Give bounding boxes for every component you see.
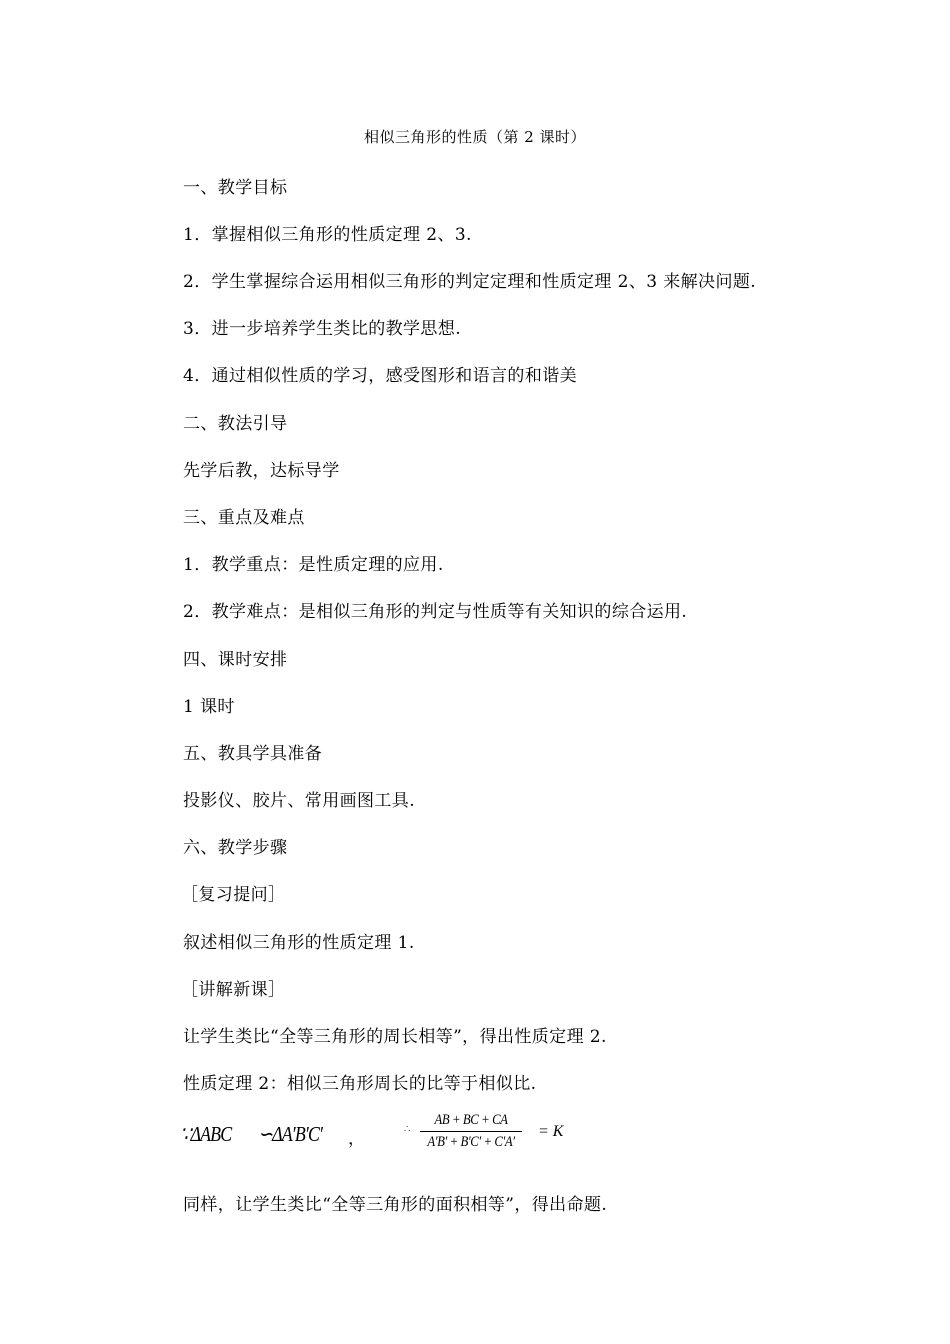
section-heading-objectives: 一、教学目标: [183, 178, 288, 198]
schedule-text: 1 课时: [183, 697, 235, 717]
materials-text: 投影仪、胶片、常用画图工具.: [183, 791, 416, 811]
analogy-text: 让学生类比“全等三角形的周长相等”，得出性质定理 2.: [183, 1027, 607, 1047]
new-lesson-heading: ［讲解新课］: [181, 980, 286, 1000]
objective-item-3: 3．进一步培养学生类比的教学思想.: [183, 319, 462, 339]
objective-item-2: 2．学生掌握综合运用相似三角形的判定定理和性质定理 2、3 来解决问题.: [183, 272, 757, 292]
key-point-item-2: 2．教学难点：是相似三角形的判定与性质等有关知识的综合运用.: [183, 602, 688, 622]
formula-denominator: A′B′ + B′C′ + C′A′: [427, 1134, 515, 1150]
formula-because-triangle: ∵ΔABC: [180, 1122, 232, 1146]
section-heading-key-points: 三、重点及难点: [183, 508, 305, 528]
formula-equals-k: = K: [538, 1123, 564, 1140]
formula-therefore-symbol: ∴: [404, 1124, 411, 1135]
formula-fraction: [420, 1112, 522, 1151]
section-heading-method: 二、教法引导: [183, 414, 288, 434]
area-analogy-text: 同样，让学生类比“全等三角形的面积相等”，得出命题.: [183, 1195, 608, 1215]
review-heading: ［复习提问］: [181, 885, 286, 905]
theorem-2-statement: 性质定理 2：相似三角形周长的比等于相似比.: [183, 1074, 537, 1094]
objective-item-1: 1．掌握相似三角形的性质定理 2、3.: [183, 225, 472, 245]
formula-comma: ，: [348, 1129, 365, 1149]
review-text: 叙述相似三角形的性质定理 1.: [183, 933, 415, 953]
section-heading-steps: 六、教学步骤: [183, 838, 288, 858]
objective-item-4: 4．通过相似性质的学习，感受图形和语言的和谐美: [183, 366, 578, 386]
perimeter-ratio-formula: [180, 1112, 780, 1162]
section-heading-schedule: 四、课时安排: [183, 650, 288, 670]
method-text: 先学后教，达标导学: [183, 461, 340, 481]
formula-numerator: AB + BC + CA: [420, 1112, 522, 1132]
section-heading-materials: 五、教具学具准备: [183, 744, 323, 764]
key-point-item-1: 1．教学重点：是性质定理的应用.: [183, 555, 444, 575]
formula-similar-triangle: ∽ΔA′B′C′: [258, 1122, 323, 1146]
document-title: 相似三角形的性质（第 2 课时）: [363, 128, 587, 146]
